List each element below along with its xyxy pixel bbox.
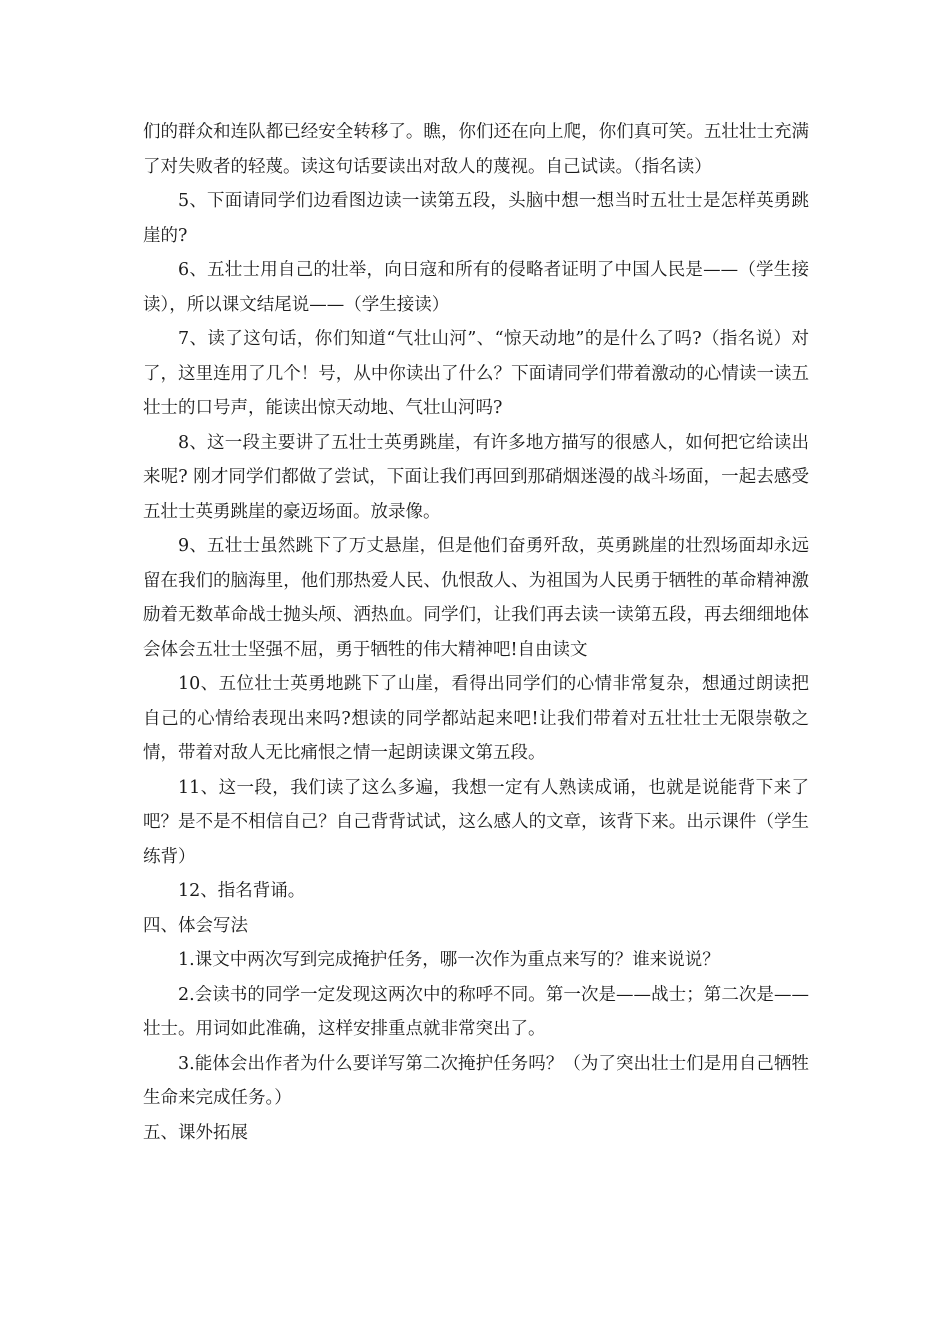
question-item-2: 2.会读书的同学一定发现这两次中的称呼不同。第一次是——战士；第二次是——壮士。用词如此准确，这样安排重点就非常突出了。 [143,984,809,1039]
paragraph-item-6: 6、五壮士用自己的壮举，向日寇和所有的侵略者证明了中国人民是——（学生接读），所以课文结尾说——（学生接读） [143,260,809,315]
question-item-1: 1.课文中两次写到完成掩护任务，哪一次作为重点来写的？谁来说说？ [178,950,720,970]
paragraph-item-5: 5、下面请同学们边看图边读一读第五段，头脑中想一想当时五壮士是怎样英勇跳崖的? [143,191,809,246]
paragraph-item-9: 9、五壮士虽然跳下了万丈悬崖，但是他们奋勇歼敌，英勇跳崖的壮烈场面却永远留在我们的脑海里，他们那热爱人民、仇恨敌人、为祖国为人民勇于牺牲的革命精神激励着无数革命战士抛头颅、洒热血。同学们，让我们再去读一读第五段，再去细细地体会体会五壮士坚强不屈，勇于牺牲的伟大精神吧!自由读文 [143,536,809,660]
document-body [143,115,809,1150]
paragraph-item-7: 7、读了这句话，你们知道“气壮山河”、“惊天动地”的是什么了吗?（指名说）对了，这里连用了几个！号，从中你读出了什么？下面请同学们带着激动的心情读一读五壮士的口号声，能读出惊天动地、气壮山河吗? [143,329,809,418]
section-heading-5: 五、课外拓展 [143,1122,248,1143]
paragraph-continued: 们的群众和连队都已经安全转移了。瞧，你们还在向上爬，你们真可笑。五壮壮士充满了对失败者的轻蔑。读这句话要读出对敌人的蔑视。自己试读。（指名读） [143,122,809,177]
paragraph-item-12: 12、指名背诵。 [178,881,306,901]
paragraph-item-11: 11、这一段，我们读了这么多遍，我想一定有人熟读成诵，也就是说能背下来了吧？是不是不相信自己？自己背背试试，这么感人的文章，该背下来。出示课件（学生练背） [143,777,809,867]
section-heading-4: 四、体会写法 [143,915,248,936]
paragraph-item-10: 10、五位壮士英勇地跳下了山崖，看得出同学们的心情非常复杂，想通过朗读把自己的心情给表现出来吗?想读的同学都站起来吧!让我们带着对五壮壮士无限崇敬之情，带着对敌人无比痛恨之情一起朗读课文第五段。 [143,674,809,763]
question-item-3: 3.能体会出作者为什么要详写第二次掩护任务吗？（为了突出壮士们是用自己牺牲生命来完成任务。） [143,1053,809,1108]
paragraph-item-8: 8、这一段主要讲了五壮士英勇跳崖，有许多地方描写的很感人，如何把它给读出来呢? 刚才同学们都做了尝试，下面让我们再回到那硝烟迷漫的战斗场面，一起去感受五壮士英勇跳崖的豪迈场面。放录像。 [143,432,809,522]
